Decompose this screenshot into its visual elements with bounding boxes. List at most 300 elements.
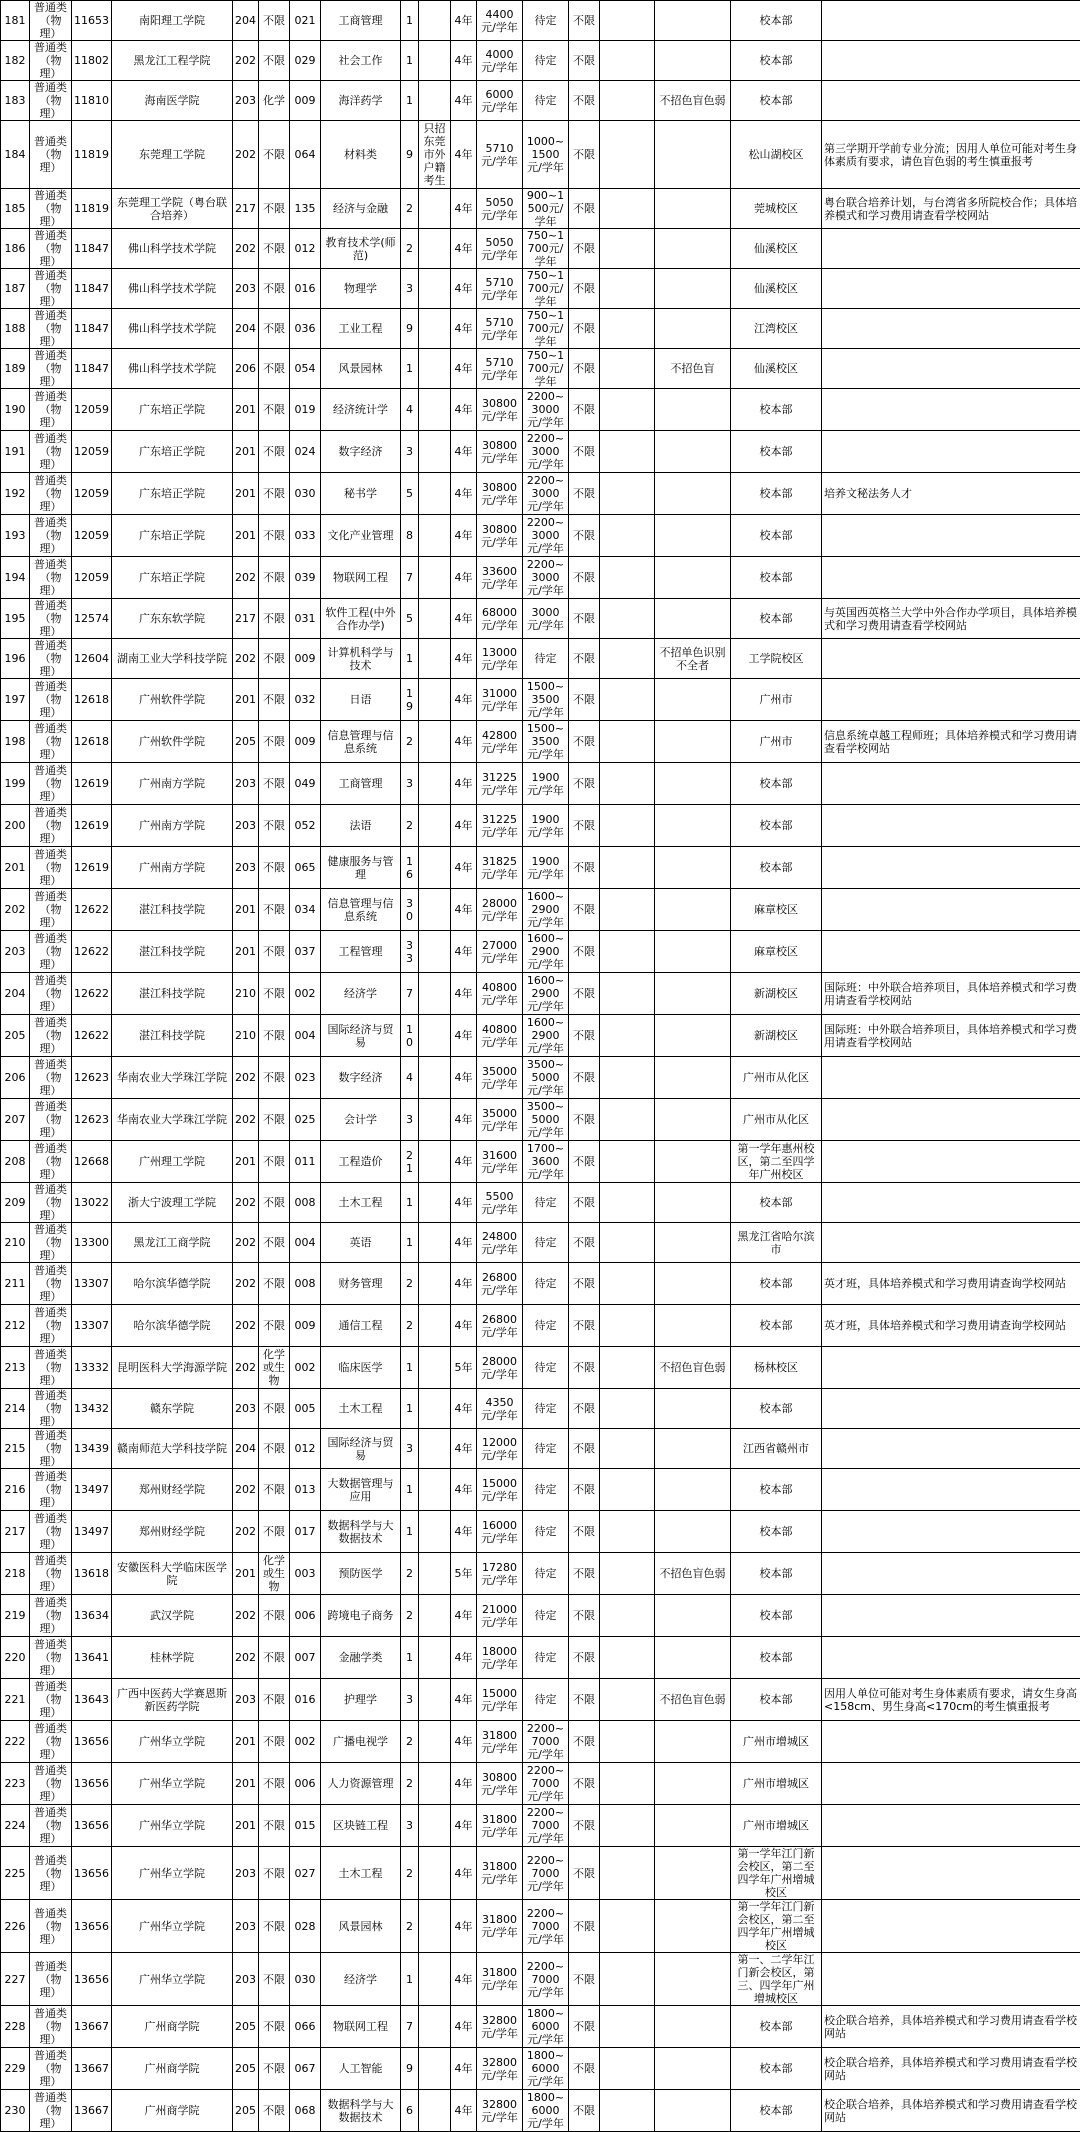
table-row [1, 1595, 1080, 1637]
cell-seq: 218 [1, 1553, 30, 1595]
cell-school-code: 11653 [72, 1, 112, 41]
cell-lodging: 待定 [523, 639, 569, 679]
cell-seq: 196 [1, 639, 30, 679]
table-row [1, 1141, 1080, 1183]
cell-subject: 不限 [259, 189, 290, 229]
cell-req [419, 1263, 451, 1305]
cell-plan: 1 [401, 1511, 419, 1553]
cell-color [655, 229, 731, 269]
cell-note [822, 931, 1080, 973]
cell-school-code: 12622 [72, 889, 112, 931]
cell-note: 粤台联合培养计划，与台湾省多所院校合作；具体培养模式和学习费用请查看学校网站 [822, 189, 1080, 229]
cell-years: 4年 [451, 389, 477, 431]
cell-school: 广州华立学院 [112, 1721, 233, 1763]
cell-note [822, 1347, 1080, 1389]
cell-type: 普通类（物理） [30, 1141, 72, 1183]
cell-subject: 不限 [259, 1469, 290, 1511]
cell-seq: 201 [1, 847, 30, 889]
cell-school-code: 11847 [72, 309, 112, 349]
cell-school-code: 13307 [72, 1263, 112, 1305]
cell-code: 004 [290, 1015, 321, 1057]
cell-lang: 不限 [569, 973, 600, 1015]
cell-school-code: 11819 [72, 121, 112, 189]
cell-major: 法语 [321, 805, 401, 847]
cell-seq: 226 [1, 1900, 30, 1953]
cell-req [419, 557, 451, 599]
cell-school: 赣东学院 [112, 1389, 233, 1429]
cell-plan: 4 [401, 389, 419, 431]
cell-type: 普通类（物理） [30, 229, 72, 269]
cell-plan: 3 [401, 1805, 419, 1847]
cell-lodging: 1800~6000元/学年 [523, 2048, 569, 2090]
cell-school: 黑龙江工程学院 [112, 41, 233, 81]
cell-empty [600, 41, 655, 81]
cell-campus: 校本部 [731, 1553, 822, 1595]
cell-school-code: 12623 [72, 1057, 112, 1099]
cell-color [655, 1389, 731, 1429]
cell-major: 风景园林 [321, 349, 401, 389]
cell-empty [600, 1721, 655, 1763]
cell-note [822, 1763, 1080, 1805]
cell-subject: 不限 [259, 1847, 290, 1900]
cell-group: 203 [233, 763, 259, 805]
cell-empty [600, 805, 655, 847]
cell-tuition: 5500元/学年 [477, 1183, 523, 1223]
cell-lodging: 1600~2900元/学年 [523, 931, 569, 973]
cell-lodging: 3000元/学年 [523, 599, 569, 639]
cell-req [419, 349, 451, 389]
cell-group: 203 [233, 805, 259, 847]
cell-code: 009 [290, 639, 321, 679]
cell-school-code: 12618 [72, 679, 112, 721]
cell-major: 经济统计学 [321, 389, 401, 431]
cell-note [822, 1553, 1080, 1595]
cell-color [655, 1429, 731, 1469]
cell-lang: 不限 [569, 1141, 600, 1183]
cell-empty [600, 1637, 655, 1679]
cell-empty [600, 431, 655, 473]
cell-plan: 7 [401, 2006, 419, 2048]
cell-color [655, 515, 731, 557]
cell-years: 4年 [451, 431, 477, 473]
cell-school: 湛江科技学院 [112, 931, 233, 973]
cell-color [655, 1183, 731, 1223]
cell-group: 201 [233, 931, 259, 973]
cell-req [419, 1099, 451, 1141]
table-row [1, 1763, 1080, 1805]
cell-tuition: 5710元/学年 [477, 309, 523, 349]
cell-req [419, 1389, 451, 1429]
cell-seq: 187 [1, 269, 30, 309]
cell-req [419, 1347, 451, 1389]
cell-subject: 化学或生物 [259, 1347, 290, 1389]
cell-code: 013 [290, 1469, 321, 1511]
cell-color [655, 973, 731, 1015]
cell-school: 南阳理工学院 [112, 1, 233, 41]
cell-note [822, 1099, 1080, 1141]
cell-group: 210 [233, 1015, 259, 1057]
cell-subject: 不限 [259, 2006, 290, 2048]
cell-empty [600, 973, 655, 1015]
cell-empty [600, 229, 655, 269]
table-row [1, 889, 1080, 931]
cell-lodging: 750~1700元/学年 [523, 269, 569, 309]
cell-lodging: 2200~3000元/学年 [523, 389, 569, 431]
cell-tuition: 30800元/学年 [477, 1763, 523, 1805]
cell-code: 012 [290, 229, 321, 269]
cell-lodging: 1500~3500元/学年 [523, 679, 569, 721]
cell-school-code: 13497 [72, 1469, 112, 1511]
cell-lodging: 待定 [523, 1305, 569, 1347]
cell-lodging: 3500~5000元/学年 [523, 1099, 569, 1141]
cell-note [822, 229, 1080, 269]
cell-code: 004 [290, 1223, 321, 1263]
cell-campus: 校本部 [731, 515, 822, 557]
cell-color [655, 2090, 731, 2132]
cell-tuition: 35000元/学年 [477, 1099, 523, 1141]
cell-lang: 不限 [569, 931, 600, 973]
cell-type: 普通类（物理） [30, 2090, 72, 2132]
cell-req [419, 515, 451, 557]
cell-group: 202 [233, 1595, 259, 1637]
cell-type: 普通类（物理） [30, 1469, 72, 1511]
cell-school: 湛江科技学院 [112, 889, 233, 931]
table-row [1, 1099, 1080, 1141]
cell-school: 佛山科学技术学院 [112, 229, 233, 269]
cell-group: 201 [233, 1721, 259, 1763]
cell-lodging: 待定 [523, 1223, 569, 1263]
cell-school-code: 11847 [72, 269, 112, 309]
cell-school-code: 12059 [72, 473, 112, 515]
cell-lang: 不限 [569, 389, 600, 431]
cell-group: 201 [233, 679, 259, 721]
cell-req [419, 41, 451, 81]
cell-type: 普通类（物理） [30, 1637, 72, 1679]
cell-lodging: 待定 [523, 1679, 569, 1721]
table-row [1, 679, 1080, 721]
cell-years: 4年 [451, 1721, 477, 1763]
cell-major: 土木工程 [321, 1847, 401, 1900]
cell-group: 203 [233, 1900, 259, 1953]
cell-tuition: 24800元/学年 [477, 1223, 523, 1263]
cell-lang: 不限 [569, 309, 600, 349]
cell-empty [600, 1511, 655, 1553]
cell-code: 017 [290, 1511, 321, 1553]
cell-empty [600, 1469, 655, 1511]
cell-code: 003 [290, 1553, 321, 1595]
cell-campus: 工学院校区 [731, 639, 822, 679]
cell-note [822, 269, 1080, 309]
cell-type: 普通类（物理） [30, 1721, 72, 1763]
cell-tuition: 32800元/学年 [477, 2006, 523, 2048]
cell-school-code: 13497 [72, 1511, 112, 1553]
cell-school: 海南医学院 [112, 81, 233, 121]
cell-major: 广播电视学 [321, 1721, 401, 1763]
cell-lang: 不限 [569, 1763, 600, 1805]
cell-school: 华南农业大学珠江学院 [112, 1099, 233, 1141]
cell-color [655, 931, 731, 973]
cell-major: 人工智能 [321, 2048, 401, 2090]
cell-seq: 184 [1, 121, 30, 189]
cell-empty [600, 269, 655, 309]
cell-lang: 不限 [569, 679, 600, 721]
cell-req [419, 81, 451, 121]
cell-major: 计算机科学与技术 [321, 639, 401, 679]
cell-group: 201 [233, 1553, 259, 1595]
cell-note [822, 1469, 1080, 1511]
cell-group: 202 [233, 639, 259, 679]
cell-school-code: 12574 [72, 599, 112, 639]
cell-code: 016 [290, 269, 321, 309]
cell-school-code: 12622 [72, 973, 112, 1015]
cell-lang: 不限 [569, 229, 600, 269]
cell-empty [600, 1347, 655, 1389]
cell-group: 204 [233, 1, 259, 41]
cell-note: 国际班：中外联合培养项目，具体培养模式和学习费用请查看学校网站 [822, 973, 1080, 1015]
cell-req [419, 1, 451, 41]
cell-years: 4年 [451, 2048, 477, 2090]
cell-seq: 222 [1, 1721, 30, 1763]
cell-lang: 不限 [569, 639, 600, 679]
cell-school: 桂林学院 [112, 1637, 233, 1679]
cell-empty [600, 599, 655, 639]
cell-subject: 不限 [259, 1763, 290, 1805]
cell-req [419, 1511, 451, 1553]
table-row [1, 269, 1080, 309]
cell-lang: 不限 [569, 1553, 600, 1595]
cell-type: 普通类（物理） [30, 1679, 72, 1721]
cell-subject: 不限 [259, 269, 290, 309]
cell-tuition: 31800元/学年 [477, 1847, 523, 1900]
cell-lodging: 750~1700元/学年 [523, 309, 569, 349]
cell-plan: 1 [401, 1469, 419, 1511]
cell-school: 广州软件学院 [112, 679, 233, 721]
cell-campus: 新湖校区 [731, 973, 822, 1015]
cell-code: 009 [290, 1305, 321, 1347]
cell-school-code: 12059 [72, 557, 112, 599]
cell-group: 201 [233, 1763, 259, 1805]
cell-plan: 3 [401, 431, 419, 473]
cell-major: 材料类 [321, 121, 401, 189]
cell-note: 信息系统卓越工程师班；具体培养模式和学习费用请查看学校网站 [822, 721, 1080, 763]
cell-req [419, 599, 451, 639]
cell-campus: 仙溪校区 [731, 269, 822, 309]
cell-color [655, 41, 731, 81]
cell-empty [600, 1015, 655, 1057]
cell-subject: 不限 [259, 1721, 290, 1763]
cell-years: 4年 [451, 931, 477, 973]
table-row [1, 309, 1080, 349]
cell-subject: 不限 [259, 599, 290, 639]
cell-tuition: 31800元/学年 [477, 1805, 523, 1847]
cell-tuition: 17280元/学年 [477, 1553, 523, 1595]
cell-empty [600, 1263, 655, 1305]
cell-major: 工业工程 [321, 309, 401, 349]
cell-req [419, 269, 451, 309]
cell-code: 009 [290, 81, 321, 121]
cell-plan: 9 [401, 309, 419, 349]
cell-lodging: 2200~3000元/学年 [523, 557, 569, 599]
cell-tuition: 32800元/学年 [477, 2048, 523, 2090]
cell-lang: 不限 [569, 431, 600, 473]
cell-lodging: 1900元/学年 [523, 805, 569, 847]
cell-plan: 3 [401, 763, 419, 805]
cell-lodging: 待定 [523, 1637, 569, 1679]
table-row [1, 973, 1080, 1015]
cell-req [419, 229, 451, 269]
cell-code: 005 [290, 1389, 321, 1429]
cell-note [822, 1, 1080, 41]
cell-major: 国际经济与贸易 [321, 1015, 401, 1057]
table-row [1, 121, 1080, 189]
cell-tuition: 4350元/学年 [477, 1389, 523, 1429]
cell-years: 4年 [451, 1141, 477, 1183]
cell-lodging: 750~1700元/学年 [523, 349, 569, 389]
cell-empty [600, 1, 655, 41]
cell-tuition: 5710元/学年 [477, 121, 523, 189]
cell-campus: 广州市从化区 [731, 1099, 822, 1141]
cell-type: 普通类（物理） [30, 679, 72, 721]
cell-years: 4年 [451, 515, 477, 557]
cell-plan: 7 [401, 973, 419, 1015]
cell-lodging: 2200~7000元/学年 [523, 1847, 569, 1900]
cell-subject: 不限 [259, 431, 290, 473]
cell-plan: 2 [401, 229, 419, 269]
cell-lodging: 待定 [523, 1511, 569, 1553]
cell-plan: 1 [401, 1, 419, 41]
cell-req [419, 1721, 451, 1763]
cell-major: 护理学 [321, 1679, 401, 1721]
cell-type: 普通类（物理） [30, 1511, 72, 1553]
cell-color [655, 1141, 731, 1183]
cell-school-code: 11819 [72, 189, 112, 229]
cell-campus: 仙溪校区 [731, 349, 822, 389]
cell-req [419, 1305, 451, 1347]
cell-years: 4年 [451, 1953, 477, 2006]
cell-note [822, 389, 1080, 431]
cell-empty [600, 1763, 655, 1805]
table-row [1, 1637, 1080, 1679]
cell-plan: 3 [401, 1429, 419, 1469]
cell-color [655, 721, 731, 763]
cell-years: 4年 [451, 1679, 477, 1721]
cell-years: 5年 [451, 1347, 477, 1389]
cell-lang: 不限 [569, 1, 600, 41]
cell-major: 健康服务与管理 [321, 847, 401, 889]
cell-color [655, 805, 731, 847]
cell-school: 哈尔滨华德学院 [112, 1263, 233, 1305]
cell-seq: 219 [1, 1595, 30, 1637]
cell-color [655, 431, 731, 473]
cell-code: 015 [290, 1805, 321, 1847]
cell-note [822, 1141, 1080, 1183]
cell-req [419, 189, 451, 229]
cell-school: 广东培正学院 [112, 473, 233, 515]
cell-group: 202 [233, 41, 259, 81]
cell-school: 广州华立学院 [112, 1763, 233, 1805]
cell-subject: 不限 [259, 1900, 290, 1953]
cell-code: 030 [290, 473, 321, 515]
cell-color [655, 557, 731, 599]
cell-school-code: 12619 [72, 805, 112, 847]
cell-req [419, 847, 451, 889]
cell-req [419, 1637, 451, 1679]
cell-plan: 2 [401, 1553, 419, 1595]
cell-code: 064 [290, 121, 321, 189]
cell-years: 4年 [451, 2090, 477, 2132]
cell-lodging: 1900元/学年 [523, 763, 569, 805]
cell-campus: 麻章校区 [731, 889, 822, 931]
cell-group: 201 [233, 431, 259, 473]
cell-plan: 2 [401, 189, 419, 229]
cell-code: 039 [290, 557, 321, 599]
cell-major: 预防医学 [321, 1553, 401, 1595]
cell-seq: 186 [1, 229, 30, 269]
cell-plan: 9 [401, 2048, 419, 2090]
cell-subject: 不限 [259, 1637, 290, 1679]
cell-type: 普通类（物理） [30, 269, 72, 309]
cell-lang: 不限 [569, 847, 600, 889]
cell-empty [600, 763, 655, 805]
cell-note [822, 1223, 1080, 1263]
table-row [1, 721, 1080, 763]
cell-tuition: 5710元/学年 [477, 349, 523, 389]
cell-color [655, 269, 731, 309]
cell-school: 广东培正学院 [112, 557, 233, 599]
cell-lang: 不限 [569, 1900, 600, 1953]
cell-campus: 校本部 [731, 2090, 822, 2132]
cell-subject: 不限 [259, 1099, 290, 1141]
cell-req [419, 1900, 451, 1953]
cell-lodging: 1600~2900元/学年 [523, 973, 569, 1015]
cell-note [822, 763, 1080, 805]
cell-color [655, 1469, 731, 1511]
cell-years: 4年 [451, 189, 477, 229]
cell-note [822, 847, 1080, 889]
cell-color [655, 2006, 731, 2048]
cell-years: 4年 [451, 1099, 477, 1141]
table-row [1, 81, 1080, 121]
cell-note: 校企联合培养，具体培养模式和学习费用请查看学校网站 [822, 2048, 1080, 2090]
cell-years: 4年 [451, 1305, 477, 1347]
cell-req [419, 1141, 451, 1183]
cell-years: 4年 [451, 847, 477, 889]
cell-group: 202 [233, 1305, 259, 1347]
cell-years: 4年 [451, 1763, 477, 1805]
table-row [1, 1057, 1080, 1099]
cell-campus: 仙溪校区 [731, 229, 822, 269]
cell-empty [600, 349, 655, 389]
cell-campus: 广州市从化区 [731, 1057, 822, 1099]
cell-color [655, 1595, 731, 1637]
cell-school-code: 13656 [72, 1805, 112, 1847]
cell-tuition: 30800元/学年 [477, 431, 523, 473]
table-row [1, 189, 1080, 229]
cell-years: 4年 [451, 1595, 477, 1637]
cell-seq: 206 [1, 1057, 30, 1099]
cell-lodging: 2200~7000元/学年 [523, 1900, 569, 1953]
cell-lang: 不限 [569, 889, 600, 931]
cell-plan: 1 [401, 1389, 419, 1429]
cell-plan: 30 [401, 889, 419, 931]
cell-school-code: 12618 [72, 721, 112, 763]
cell-tuition: 30800元/学年 [477, 473, 523, 515]
cell-subject: 不限 [259, 1679, 290, 1721]
cell-tuition: 18000元/学年 [477, 1637, 523, 1679]
table-row [1, 1553, 1080, 1595]
cell-subject: 不限 [259, 1141, 290, 1183]
cell-color [655, 679, 731, 721]
